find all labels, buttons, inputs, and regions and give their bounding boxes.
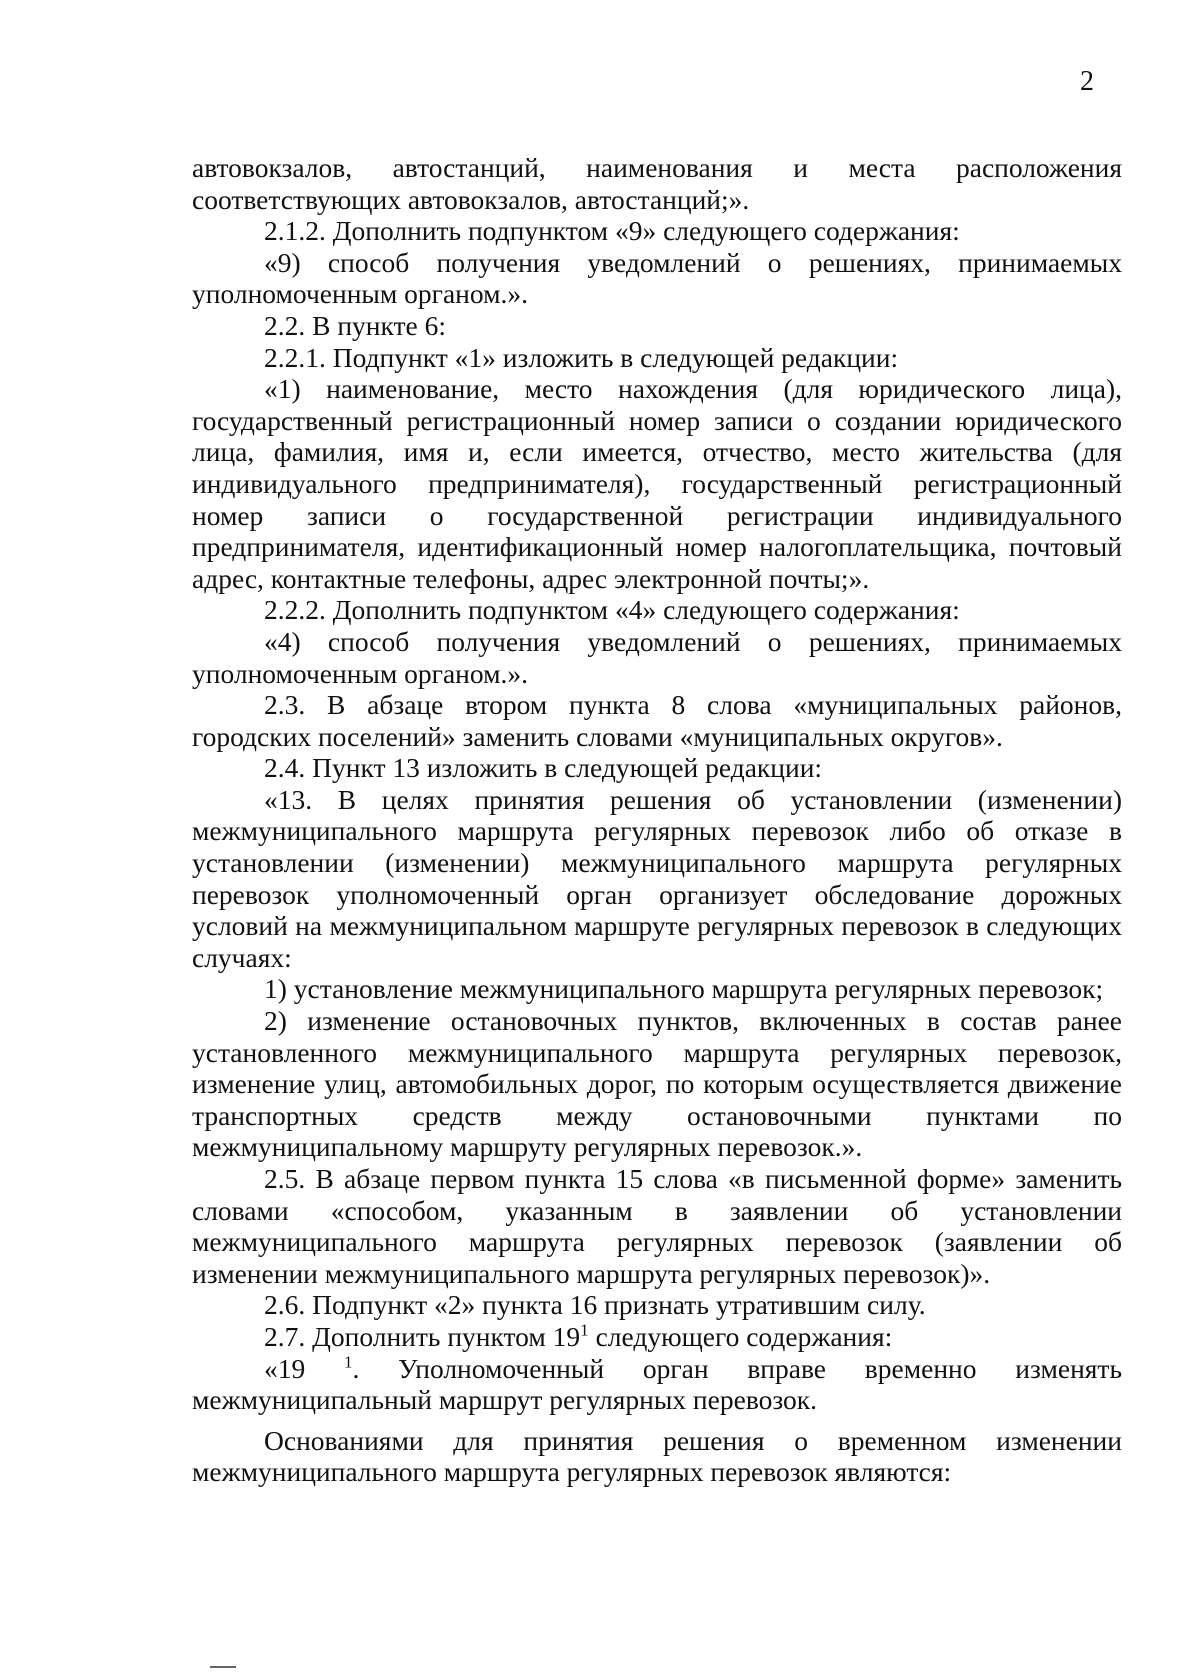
paragraph-point-13: «13. В целях принятия решения об установлении (изменении) межмуниципального маршрута регулярных перевозок либо об отказе в установлении (изменении) межмуниципального маршрута регулярных перевозок уполномоченный орган организует обследование дорожных условий на межмуниципальном маршруте регулярных перевозок в следующих случаях: xyxy=(192,783,1122,973)
paragraph-2-1-2: 2.1.2. Дополнить подпунктом «9» следующего содержания: xyxy=(264,215,960,247)
paragraph-continuation: автовокзалов, автостанций, наименования и места расположения соответствующих автовокзалов, автостанций;». xyxy=(192,152,1122,215)
paragraph-subpoint-1: «1) наименование, место нахождения (для юридического лица), государственный регистрационный номер записи о создании юридического лица, фамилия, имя и, если имеется, отчество, место жительства (для индивидуального предпринимателя), государственный регистрационный номер записи о государственной регистрации индивидуального предпринимателя, идентификационный номер налогоплательщика, почтовый адрес, контактные телефоны, адрес электронной почты;». xyxy=(192,373,1122,594)
paragraph-case-1: 1) установление межмуниципального маршрута регулярных перевозок; xyxy=(264,973,1104,1005)
paragraph-subpoint-9: «9) способ получения уведомлений о решениях, принимаемых уполномоченным органом.». xyxy=(192,246,1122,310)
paragraph-point-19-1 xyxy=(192,1353,1122,1416)
paragraph-subpoint-4: «4) способ получения уведомлений о решениях, принимаемых уполномоченным органом.». xyxy=(192,625,1122,689)
paragraph-grounds: Основаниями для принятия решения о временном изменении межмуниципального маршрута регулярных перевозок являются: xyxy=(192,1424,1122,1488)
paragraph-2-2-2: 2.2.2. Дополнить подпунктом «4» следующего содержания: xyxy=(264,594,960,626)
page-number: 2 xyxy=(1080,66,1094,97)
paragraph-2-3: 2.3. В абзаце втором пункта 8 слова «муниципальных районов, городских поселений» заменить словами «муниципальных округов». xyxy=(192,689,1122,752)
superscript-1: 1 xyxy=(344,1352,353,1371)
paragraph-2-7-text-before: 2.7. Дополнить пунктом 19 xyxy=(264,1320,581,1352)
scan-mark xyxy=(210,1666,236,1668)
paragraph-19-1-text-after: . Уполномоченный орган вправе временно изменять межмуниципальный маршрут регулярных перевозок. xyxy=(192,1352,1122,1416)
paragraph-2-6: 2.6. Подпункт «2» пункта 16 признать утратившим силу. xyxy=(264,1289,926,1321)
paragraph-case-2: 2) изменение остановочных пунктов, включенных в состав ранее установленного межмуниципального маршрута регулярных перевозок, изменение улиц, автомобильных дорог, по которым осуществляется движение транспортных средств между остановочными пунктами по межмуниципальному маршруту регулярных перевозок.». xyxy=(192,1005,1122,1163)
paragraph-2-5: 2.5. В абзаце первом пункта 15 слова «в письменной форме» заменить словами «способом, указанным в заявлении об установлении межмуниципального маршрута регулярных перевозок (заявлении об изменении межмуниципального маршрута регулярных перевозок)». xyxy=(192,1163,1122,1289)
paragraph-19-1-text-before: «19 xyxy=(264,1352,345,1384)
paragraph-2-2: 2.2. В пункте 6: xyxy=(264,309,447,341)
paragraph-2-4: 2.4. Пункт 13 изложить в следующей редакции: xyxy=(264,752,823,784)
paragraph-2-2-1: 2.2.1. Подпункт «1» изложить в следующей редакции: xyxy=(264,341,899,373)
paragraph-2-7 xyxy=(192,1321,1122,1353)
document-body xyxy=(192,152,1122,1488)
paragraph-2-7-text-after: следующего содержания: xyxy=(588,1320,893,1352)
superscript-1: 1 xyxy=(580,1320,589,1340)
